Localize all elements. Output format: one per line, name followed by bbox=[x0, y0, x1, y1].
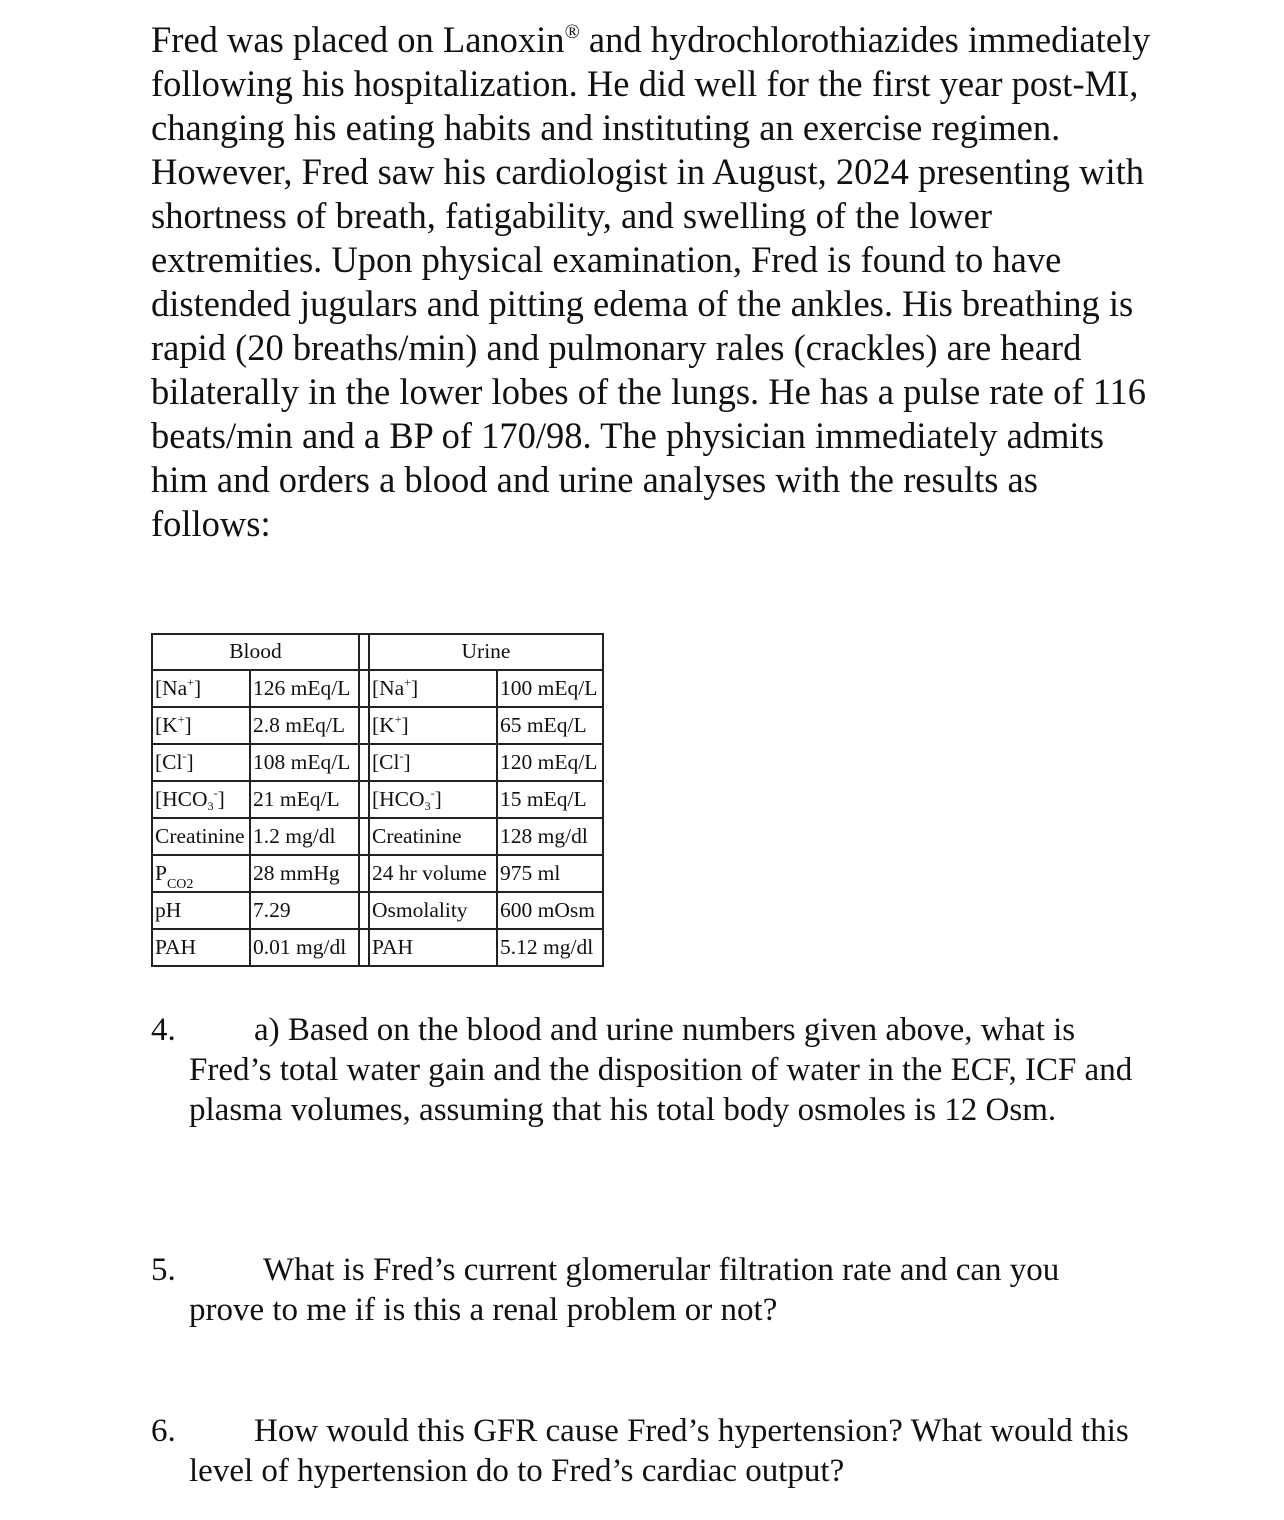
urine-value: 5.12 mg/dl bbox=[497, 929, 603, 966]
lab-row bbox=[152, 818, 603, 855]
blood-label: [K+] bbox=[152, 707, 250, 744]
urine-label: 24 hr volume bbox=[369, 855, 497, 892]
lab-row bbox=[152, 855, 603, 892]
blood-value: 21 mEq/L bbox=[250, 781, 359, 818]
urine-label: [Na+] bbox=[369, 670, 497, 707]
blood-label: [Na+] bbox=[152, 670, 250, 707]
urine-value: 128 mg/dl bbox=[497, 818, 603, 855]
blood-value: 108 mEq/L bbox=[250, 744, 359, 781]
blood-label: $P_{CO2}$ bbox=[152, 855, 250, 892]
blood-value: 2.8 mEq/L bbox=[250, 707, 359, 744]
question-text: a) Based on the blood and urine numbers given above, what is Fred’s total water gain and the disposition of water in the ECF, ICF and plasma volumes, assuming that his total body osmoles is 12 Osm. bbox=[189, 1012, 1133, 1128]
urine-value: 600 mOsm bbox=[497, 892, 603, 929]
blood-value: 1.2 mg/dl bbox=[250, 818, 359, 855]
urine-label: [K+] bbox=[369, 707, 497, 744]
lab-row bbox=[152, 929, 603, 966]
urine-value: 15 mEq/L bbox=[497, 781, 603, 818]
blood-label: Creatinine bbox=[152, 818, 250, 855]
lab-row bbox=[152, 892, 603, 929]
blood-value: 0.01 mg/dl bbox=[250, 929, 359, 966]
question-number: 5. bbox=[151, 1252, 176, 1288]
blood-value: 7.29 bbox=[250, 892, 359, 929]
blood-label: [Cl-] bbox=[152, 744, 250, 781]
question-number: 4. bbox=[151, 1012, 176, 1048]
lab-row bbox=[152, 744, 603, 781]
registered-mark: ® bbox=[564, 21, 580, 43]
blood-label: PAH bbox=[152, 929, 250, 966]
urine-label: Osmolality bbox=[369, 892, 497, 929]
lab-row bbox=[152, 707, 603, 744]
question-text: How would this GFR cause Fred’s hypertension? What would this level of hypertension do to Fred’s cardiac output? bbox=[189, 1413, 1129, 1489]
lab-rows bbox=[152, 670, 603, 966]
blood-header: Blood bbox=[152, 634, 359, 670]
question-6 bbox=[151, 1411, 1141, 1491]
urine-value: 65 mEq/L bbox=[497, 707, 603, 744]
blood-label: pH bbox=[152, 892, 250, 929]
case-text-part2: and hydrochlorothiazides immediately following his hospitalization. He did well for the first year post-MI, changing his eating habits and instituting an exercise regimen. However, Fred saw his cardiologist in August, 2024 presenting with shortness of breath, fatigability, and swelling of the lower extremities. Upon physical examination, Fred is found to have distended jugulars and pitting edema of the ankles. His breathing is rapid (20 breaths/min) and pulmonary rales (crackles) are heard bilaterally in the lower lobes of the lungs. He has a pulse rate of 116 beats/min and a BP of 170/98. The physician immediately admits him and orders a blood and urine analyses with the results as follows: bbox=[151, 19, 1151, 544]
blood-label: $[HCO_3^-]$ bbox=[152, 781, 250, 818]
urine-label: $[HCO_3^-]$ bbox=[369, 781, 497, 818]
blood-value: 126 mEq/L bbox=[250, 670, 359, 707]
lab-row bbox=[152, 670, 603, 707]
urine-value: 975 ml bbox=[497, 855, 603, 892]
urine-label: PAH bbox=[369, 929, 497, 966]
question-5 bbox=[151, 1250, 1141, 1330]
urine-header: Urine bbox=[369, 634, 603, 670]
case-text-part1: Fred was placed on Lanoxin bbox=[151, 19, 565, 60]
urine-label: [Cl-] bbox=[369, 744, 497, 781]
urine-value: 100 mEq/L bbox=[497, 670, 603, 707]
question-4 bbox=[151, 1010, 1141, 1130]
urine-label: Creatinine bbox=[369, 818, 497, 855]
lab-results-table bbox=[151, 633, 604, 967]
urine-value: 120 mEq/L bbox=[497, 744, 603, 781]
case-paragraph bbox=[151, 18, 1161, 546]
lab-row bbox=[152, 781, 603, 818]
question-number: 6. bbox=[151, 1413, 176, 1449]
blood-value: 28 mmHg bbox=[250, 855, 359, 892]
question-text: What is Fred’s current glomerular filtration rate and can you prove to me if is this a renal problem or not? bbox=[189, 1252, 1060, 1328]
